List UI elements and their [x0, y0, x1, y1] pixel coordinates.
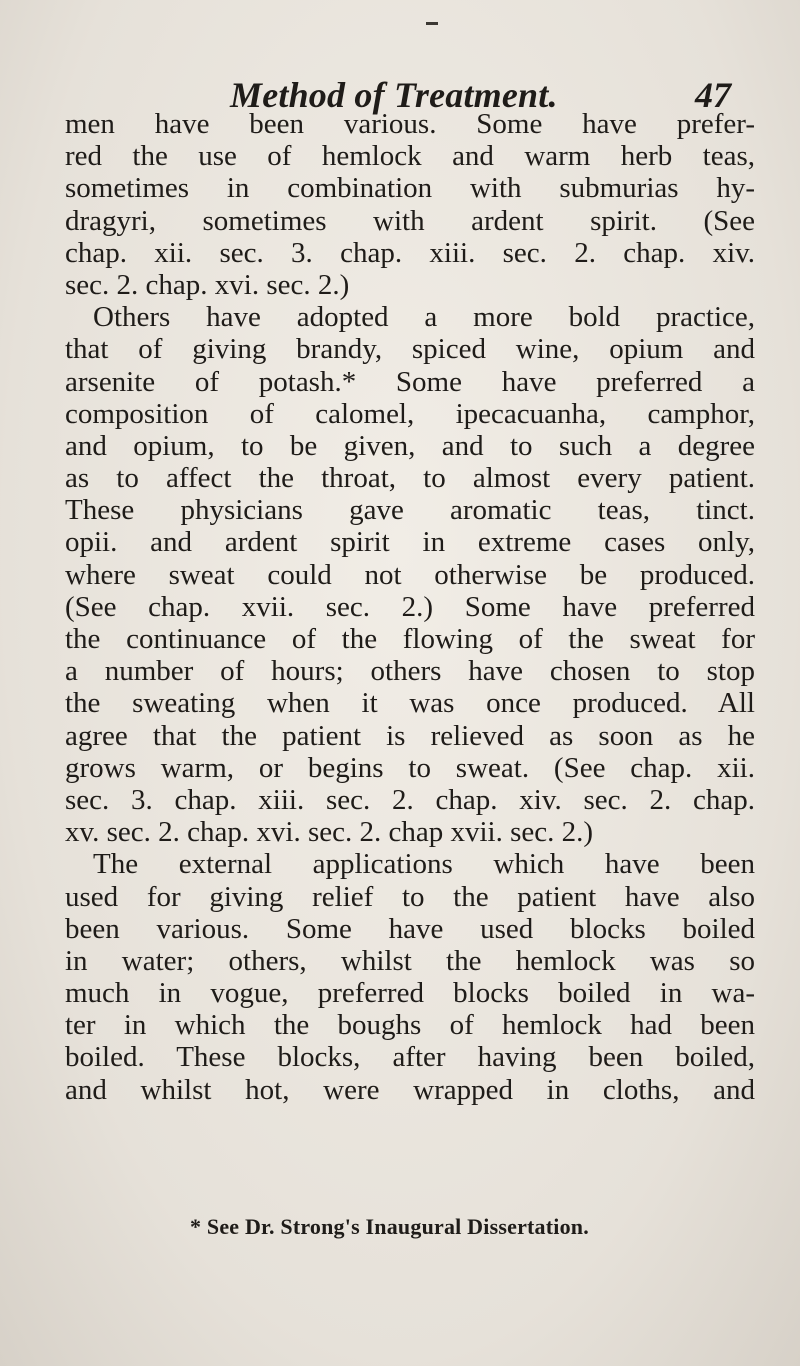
- text-line: arsenite of potash.* Some have preferred a: [65, 365, 755, 398]
- text-line: composition of calomel, ipecacuanha, camphor,: [65, 397, 755, 430]
- text-line: (See chap. xvii. sec. 2.) Some have preferred: [65, 590, 755, 623]
- text-line: dragyri, sometimes with ardent spirit. (See: [65, 204, 755, 237]
- text-line: a number of hours; others have chosen to stop: [65, 655, 755, 688]
- footnote: * See Dr. Strong's Inaugural Dissertation.: [190, 1214, 589, 1239]
- page-number: 47: [695, 75, 731, 115]
- text-line: boiled. These blocks, after having been boiled,: [65, 1041, 755, 1074]
- text-line: red the use of hemlock and warm herb teas,: [65, 140, 755, 173]
- text-line: chap. xii. sec. 3. chap. xiii. sec. 2. chap. xiv.: [65, 236, 755, 269]
- text-line: agree that the patient is relieved as soon as he: [65, 719, 755, 752]
- text-line: sec. 3. chap. xiii. sec. 2. chap. xiv. sec. 2. chap.: [65, 783, 755, 816]
- text-line: used for giving relief to the patient have also: [65, 880, 755, 913]
- print-mark: [426, 22, 438, 25]
- text-line: sec. 2. chap. xvi. sec. 2.): [65, 268, 350, 301]
- text-line: and whilst hot, were wrapped in cloths, and: [65, 1073, 755, 1106]
- text-line: grows warm, or begins to sweat. (See chap. xii.: [65, 751, 755, 784]
- text-line: the continuance of the flowing of the sweat for: [65, 623, 755, 655]
- text-line: The external applications which have been: [93, 848, 755, 881]
- text-line: as to affect the throat, to almost every patient.: [65, 462, 755, 495]
- text-line: sometimes in combination with submurias hy-: [65, 172, 755, 205]
- text-line: ter in which the boughs of hemlock had been: [65, 1009, 755, 1042]
- text-line: in water; others, whilst the hemlock was so: [65, 944, 755, 977]
- text-line: and opium, to be given, and to such a degree: [65, 429, 755, 462]
- text-line: men have been various. Some have prefer-: [65, 108, 755, 140]
- text-line: Others have adopted a more bold practice,: [93, 301, 755, 334]
- text-line: where sweat could not otherwise be produced.: [65, 558, 755, 591]
- body-text: [65, 108, 755, 1106]
- text-line: opii. and ardent spirit in extreme cases only,: [65, 526, 755, 559]
- text-line: the sweating when it was once produced. All: [65, 687, 755, 720]
- text-line: that of giving brandy, spiced wine, opium and: [65, 333, 755, 366]
- text-line: xv. sec. 2. chap. xvi. sec. 2. chap xvii. sec. 2.): [65, 816, 594, 849]
- text-line: been various. Some have used blocks boiled: [65, 912, 755, 945]
- text-line: much in vogue, preferred blocks boiled in wa-: [65, 977, 755, 1010]
- running-title: Method of Treatment.: [230, 75, 558, 115]
- text-line: These physicians gave aromatic teas, tinct.: [65, 494, 755, 527]
